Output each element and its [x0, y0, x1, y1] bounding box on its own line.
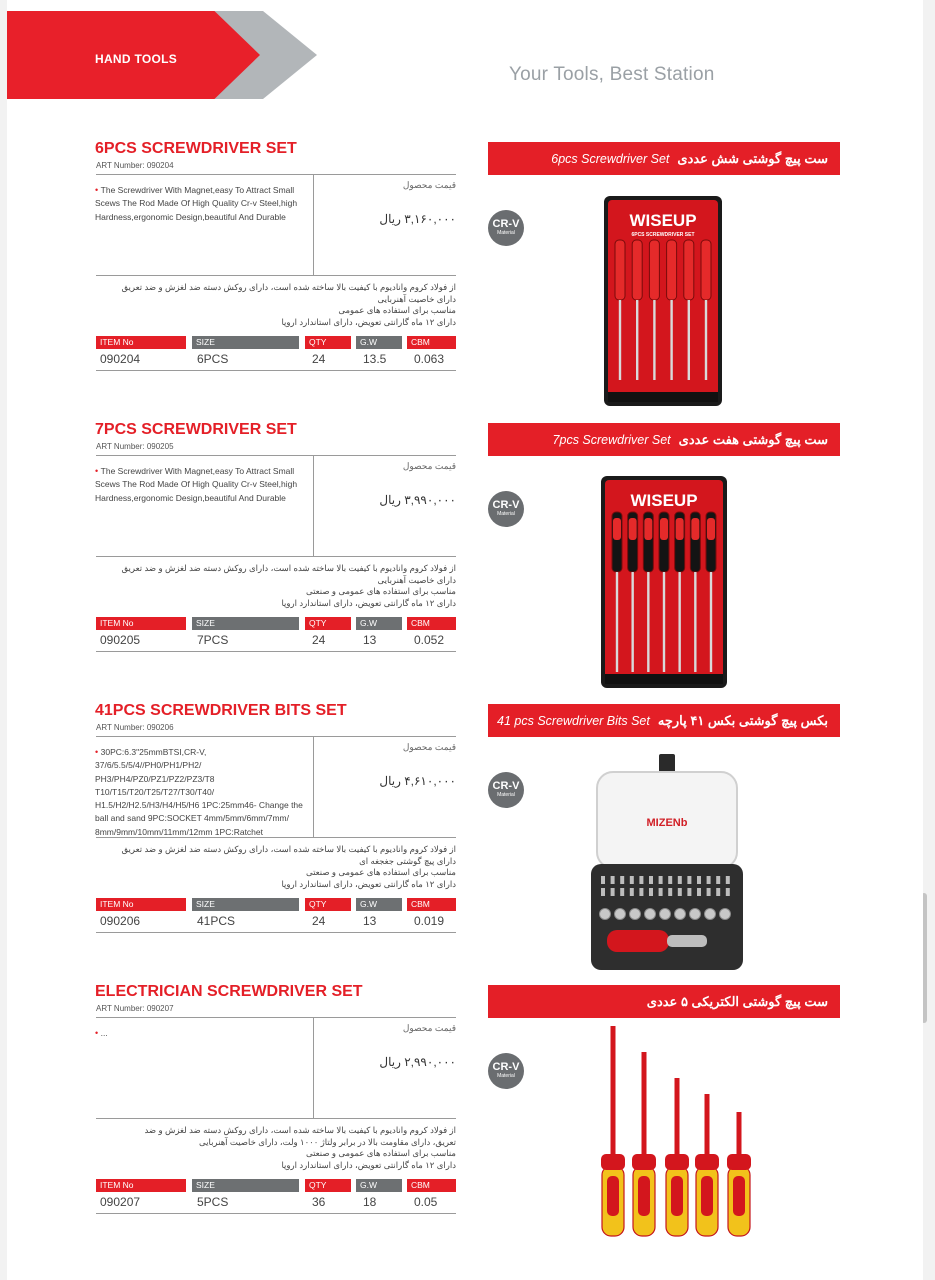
product-price: ۴,۶۱۰,۰۰۰ ریال	[379, 774, 456, 788]
description-text: The Screwdriver With Magnet,easy To Attract Small Scews The Rod Made Of High Quality Cr-v Steel,high Hardness,ergonomic Design,beautiful And Durable	[95, 185, 298, 222]
bit-icon	[659, 888, 663, 896]
section-title: HAND TOOLS	[95, 52, 178, 66]
col-header-size: SIZE	[192, 617, 299, 630]
bit-icon	[630, 876, 634, 884]
col-header-gw: G.W	[356, 336, 402, 349]
banner-english: 7pcs Screwdriver Set	[552, 432, 671, 447]
art-number: ART Number: 090207	[96, 1004, 174, 1013]
col-header-size: SIZE	[192, 1179, 299, 1192]
badge-caption: Material	[497, 1073, 515, 1079]
bit-icon	[726, 876, 730, 884]
badge-text: CR-V	[492, 1061, 520, 1073]
divider	[96, 275, 456, 276]
cell-qty: 24	[312, 352, 326, 366]
bit-icon	[639, 876, 643, 884]
cell-qty: 24	[312, 914, 326, 928]
cell-item-no: 090206	[100, 914, 141, 928]
socket-icon	[615, 909, 626, 920]
material-badge	[488, 1053, 524, 1089]
col-header-cbm: CBM	[407, 898, 456, 911]
col-header-cbm: CBM	[407, 617, 456, 630]
socket-icon	[690, 909, 701, 920]
product-title: 7PCS SCREWDRIVER SET	[95, 421, 297, 438]
socket-icon	[630, 909, 641, 920]
card-footer	[608, 392, 718, 402]
persian-description-line: دارای ۱۲ ماه گارانتی تعویض، دارای استاندارد اروپا	[281, 878, 456, 889]
bit-icon	[630, 888, 634, 896]
bit-icon	[697, 888, 701, 896]
product-description	[95, 184, 310, 224]
scrollbar-track[interactable]	[923, 0, 935, 1280]
banner-persian: ست پیچ گوشتی الکتریکی ۵ عددی	[646, 993, 828, 1009]
material-badge	[488, 772, 524, 808]
badge-text: CR-V	[492, 780, 520, 792]
bit-icon	[668, 876, 672, 884]
description-text: ...	[100, 1028, 108, 1038]
bit-icon	[707, 876, 711, 884]
brand-logo: WISEUP	[629, 211, 697, 230]
badge-text: CR-V	[492, 218, 520, 230]
persian-description-line: از فولاد کروم وانادیوم با کیفیت بالا ساخته شده است، دارای روکش دسته ضد لغزش و ضد	[144, 1125, 456, 1135]
divider	[313, 174, 314, 275]
socket-icon	[645, 909, 656, 920]
badge-text: CR-V	[492, 499, 520, 511]
col-header-gw: G.W	[356, 617, 402, 630]
persian-description-line: دارای خاصیت آهنربایی	[377, 574, 456, 585]
persian-description	[86, 844, 456, 890]
description-text: 30PC:6.3"25mmBTSI,CR-V, 37/6/5.5/5/4//PH0/PH1/PH2/ PH3/PH4/PZ0/PZ1/PZ2/PZ3/T8 T10/T15/T20/T25/T27/T30/T40/ H1.5/H2/H2.5/H3/H4/H5/H6 1PC:25mm46- Change the ball and sand 9PC:SOCKET 4mm/5mm/6mm/7mm/ 8mm/9mm/10mm/11mm/12mm 1PC:Ratchet	[95, 747, 303, 837]
bit-icon	[678, 876, 682, 884]
persian-description-line: مناسب برای استفاده های عمومی	[338, 305, 456, 316]
col-header-gw: G.W	[356, 898, 402, 911]
persian-description-line: از فولاد کروم وانادیوم با کیفیت بالا ساخته شده است، دارای روکش دسته ضد لغزش و ضد تعریق	[121, 563, 456, 573]
persian-description-line: دارای ۱۲ ماه گارانتی تعویض، دارای استاندارد اروپا	[281, 597, 456, 608]
bit-icon	[620, 876, 624, 884]
socket-icon	[675, 909, 686, 920]
catalog-page	[7, 0, 923, 1280]
socket-icon	[705, 909, 716, 920]
insulated-screwdriver-icon	[695, 1094, 719, 1236]
product-image	[589, 754, 745, 970]
cell-gw: 18	[363, 1195, 377, 1209]
bit-icon	[659, 876, 663, 884]
bit-icon	[697, 876, 701, 884]
bit-icon	[620, 888, 624, 896]
divider	[96, 1118, 456, 1119]
cell-gw: 13.5	[363, 352, 387, 366]
bit-icon	[716, 876, 720, 884]
art-number: ART Number: 090206	[96, 723, 174, 732]
badge-caption: Material	[497, 511, 515, 517]
divider	[96, 370, 456, 371]
cell-size: 5PCS	[197, 1195, 229, 1209]
slogan: Your Tools, Best Station	[509, 64, 715, 85]
price-label: قیمت محصول	[402, 180, 456, 190]
banner-persian: ست پیچ گوشتی شش عددی	[677, 150, 828, 166]
bit-icon	[611, 888, 615, 896]
bullet-icon: •	[95, 747, 101, 757]
product-image	[567, 1026, 772, 1240]
persian-description-line: تعریق، دارای مقاومت بالا در برابر ولتاژ ۱۰۰۰ ولت، دارای خاصیت آهنربایی	[199, 1136, 456, 1147]
persian-description-line: مناسب برای استفاده های عمومی و صنعتی	[306, 586, 456, 597]
col-header-qty: QTY	[305, 617, 351, 630]
cell-item-no: 090207	[100, 1195, 141, 1209]
bit-icon	[687, 888, 691, 896]
divider	[96, 1213, 456, 1214]
insulated-screwdriver-icon	[632, 1052, 656, 1236]
cell-qty: 36	[312, 1195, 326, 1209]
product-description	[95, 465, 310, 505]
banner-persian: بکس پیچ گوشتی بکس ۴۱ پارچه	[657, 712, 828, 728]
banner-persian: ست پیچ گوشتی هفت عددی	[678, 431, 828, 447]
col-header-item-no: ITEM No	[96, 617, 186, 630]
ratchet-handle-icon	[607, 930, 669, 952]
bit-icon	[601, 876, 605, 884]
persian-description-line: از فولاد کروم وانادیوم با کیفیت بالا ساخته شده است، دارای روکش دسته ضد لغزش و ضد تعریق	[121, 844, 456, 854]
cell-gw: 13	[363, 633, 377, 647]
product-block	[7, 140, 923, 420]
persian-description	[86, 563, 456, 609]
cell-cbm: 0.063	[414, 352, 445, 366]
bullet-icon: •	[95, 1028, 101, 1038]
bullet-icon: •	[95, 185, 101, 195]
col-header-item-no: ITEM No	[96, 898, 186, 911]
bit-icon	[668, 888, 672, 896]
col-header-cbm: CBM	[407, 336, 456, 349]
persian-description-line: مناسب برای استفاده های عمومی و صنعتی	[306, 1148, 456, 1159]
brand-logo: MIZENb	[646, 817, 688, 829]
persian-description-line: دارای پیچ گوشتی جغجغه ای	[359, 855, 456, 866]
cell-qty: 24	[312, 633, 326, 647]
bit-icon	[639, 888, 643, 896]
divider	[96, 651, 456, 652]
col-header-size: SIZE	[192, 898, 299, 911]
badge-caption: Material	[497, 792, 515, 798]
cell-size: 6PCS	[197, 352, 229, 366]
persian-description	[86, 282, 456, 328]
product-banner	[488, 985, 840, 1018]
bit-icon	[649, 888, 653, 896]
product-block	[7, 983, 923, 1263]
art-number: ART Number: 090205	[96, 442, 174, 451]
material-badge	[488, 210, 524, 246]
bit-icon	[601, 888, 605, 896]
divider	[96, 932, 456, 933]
col-header-qty: QTY	[305, 898, 351, 911]
ratchet-head-icon	[667, 935, 707, 947]
bit-icon	[611, 876, 615, 884]
bullet-icon: •	[95, 466, 101, 476]
persian-description-line: دارای خاصیت آهنربایی	[377, 293, 456, 304]
cell-item-no: 090205	[100, 633, 141, 647]
persian-description-line: دارای ۱۲ ماه گارانتی تعویض، دارای استاندارد اروپا	[281, 316, 456, 327]
cell-size: 7PCS	[197, 633, 229, 647]
divider	[96, 736, 456, 737]
brand-logo: WISEUP	[630, 491, 698, 510]
product-price: ۳,۹۹۰,۰۰۰ ریال	[379, 493, 456, 507]
bit-icon	[716, 888, 720, 896]
product-title: 41PCS SCREWDRIVER BITS SET	[95, 702, 347, 719]
col-header-gw: G.W	[356, 1179, 402, 1192]
cell-cbm: 0.05	[414, 1195, 438, 1209]
product-image	[604, 196, 722, 406]
badge-caption: Material	[497, 230, 515, 236]
insulated-screwdriver-icon	[601, 1026, 625, 1236]
product-description	[95, 1027, 310, 1040]
product-banner	[488, 704, 840, 737]
bit-icon	[726, 888, 730, 896]
cell-cbm: 0.019	[414, 914, 445, 928]
divider	[313, 1017, 314, 1118]
product-title: ELECTRICIAN SCREWDRIVER SET	[95, 983, 363, 1000]
socket-icon	[600, 909, 611, 920]
cell-cbm: 0.052	[414, 633, 445, 647]
description-text: The Screwdriver With Magnet,easy To Attract Small Scews The Rod Made Of High Quality Cr-v Steel,high Hardness,ergonomic Design,beautiful And Durable	[95, 466, 298, 503]
product-block	[7, 421, 923, 701]
socket-icon	[660, 909, 671, 920]
screwdriver-set-card-icon	[601, 476, 727, 688]
cell-gw: 13	[363, 914, 377, 928]
product-description	[95, 746, 310, 839]
banner-english: 6pcs Screwdriver Set	[551, 151, 670, 166]
card-face	[608, 200, 718, 402]
divider	[96, 455, 456, 456]
col-header-size: SIZE	[192, 336, 299, 349]
col-header-cbm: CBM	[407, 1179, 456, 1192]
divider	[96, 174, 456, 175]
price-label: قیمت محصول	[402, 1023, 456, 1033]
col-header-item-no: ITEM No	[96, 336, 186, 349]
col-header-item-no: ITEM No	[96, 1179, 186, 1192]
card-footer	[605, 674, 723, 684]
pack-label: 6PCS SCREWDRIVER SET	[631, 232, 695, 238]
bit-icon	[687, 876, 691, 884]
cell-size: 41PCS	[197, 914, 236, 928]
material-badge	[488, 491, 524, 527]
insulated-screwdriver-icon	[727, 1112, 751, 1236]
socket-icon	[720, 909, 731, 920]
screwdriver-set-card-icon	[604, 196, 722, 406]
product-price: ۳,۱۶۰,۰۰۰ ریال	[379, 212, 456, 226]
insulated-screwdriver-icon	[665, 1078, 689, 1236]
divider	[96, 1017, 456, 1018]
bits-case-icon	[589, 754, 745, 970]
product-price: ۲,۹۹۰,۰۰۰ ریال	[379, 1055, 456, 1069]
cell-item-no: 090204	[100, 352, 141, 366]
product-title: 6PCS SCREWDRIVER SET	[95, 140, 297, 157]
divider	[96, 556, 456, 557]
bit-icon	[707, 888, 711, 896]
persian-description-line: دارای ۱۲ ماه گارانتی تعویض، دارای استاندارد اروپا	[281, 1159, 456, 1170]
persian-description-line: از فولاد کروم وانادیوم با کیفیت بالا ساخته شده است، دارای روکش دسته ضد لغزش و ضد تعریق	[121, 282, 456, 292]
product-banner	[488, 142, 840, 175]
banner-english: 41 pcs Screwdriver Bits Set	[497, 713, 650, 728]
persian-description-line: مناسب برای استفاده های عمومی و صنعتی	[306, 867, 456, 878]
col-header-qty: QTY	[305, 336, 351, 349]
bit-icon	[649, 876, 653, 884]
price-label: قیمت محصول	[402, 742, 456, 752]
product-image	[601, 476, 727, 688]
divider	[313, 736, 314, 837]
bit-icon	[678, 888, 682, 896]
col-header-qty: QTY	[305, 1179, 351, 1192]
divider	[313, 455, 314, 556]
product-banner	[488, 423, 840, 456]
insulated-screwdrivers-icon	[567, 1026, 772, 1240]
price-label: قیمت محصول	[402, 461, 456, 471]
persian-description	[86, 1125, 456, 1171]
art-number: ART Number: 090204	[96, 161, 174, 170]
product-block	[7, 702, 923, 982]
